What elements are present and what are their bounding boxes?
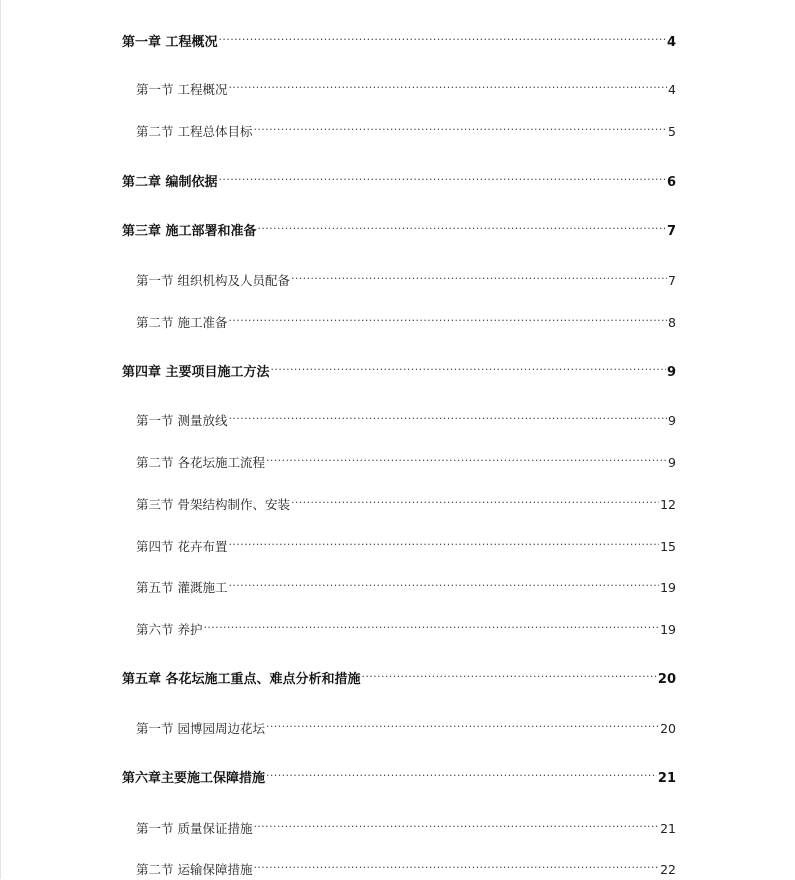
toc-chapter-2[interactable] <box>122 166 676 190</box>
toc-page-number: 19 <box>660 580 676 595</box>
toc-entry-title: 第一节 测量放线 <box>136 413 228 428</box>
toc-entry-title: 第二节 运输保障措施 <box>136 862 253 877</box>
toc-section-1-2[interactable] <box>136 116 676 139</box>
toc-page-number: 9 <box>668 455 676 470</box>
dot-leader <box>228 572 659 592</box>
toc-entry-title: 第二节 各花坛施工流程 <box>136 455 265 470</box>
toc-page-number: 6 <box>666 175 676 190</box>
dot-leader <box>253 116 667 136</box>
toc-page-number: 21 <box>660 821 676 836</box>
toc-page-number: 8 <box>668 315 676 330</box>
dot-leader <box>253 813 659 833</box>
toc-page-number: 15 <box>660 539 676 554</box>
toc-entry-title: 第四节 花卉布置 <box>136 539 228 554</box>
dot-leader <box>291 489 659 509</box>
toc-page-number: 20 <box>657 672 676 687</box>
toc-section-3-2[interactable] <box>136 307 676 330</box>
toc-page-number: 20 <box>660 721 676 736</box>
toc-chapter-5[interactable] <box>122 663 676 687</box>
toc-entry-title: 第一章 工程概况 <box>122 35 218 50</box>
dot-leader <box>228 307 667 327</box>
dot-leader <box>362 663 657 683</box>
toc-section-6-1[interactable] <box>136 813 676 836</box>
toc-page-number: 4 <box>668 82 676 97</box>
toc-page-number: 9 <box>666 365 676 380</box>
toc-entry-title: 第五章 各花坛施工重点、难点分析和措施 <box>122 672 361 687</box>
toc-page-number: 19 <box>660 622 676 637</box>
toc-entry-title: 第一节 工程概况 <box>136 82 228 97</box>
toc-entry-title: 第一节 质量保证措施 <box>136 821 253 836</box>
dot-leader <box>266 447 667 467</box>
toc-entry-title: 第五节 灌溉施工 <box>136 580 228 595</box>
toc-section-6-2[interactable] <box>136 854 676 877</box>
dot-leader <box>258 215 666 235</box>
dot-leader <box>291 265 667 285</box>
dot-leader <box>228 405 667 425</box>
dot-leader <box>266 762 657 782</box>
dot-leader <box>271 356 666 376</box>
toc-section-4-1[interactable] <box>136 405 676 428</box>
toc-entry-title: 第二章 编制依据 <box>122 175 218 190</box>
toc-section-1-1[interactable] <box>136 74 676 97</box>
page-edge-divider <box>0 0 1 879</box>
toc-page-number: 7 <box>668 273 676 288</box>
toc-chapter-3[interactable] <box>122 215 676 239</box>
dot-leader <box>253 854 659 874</box>
toc-entry-title: 第六章主要施工保障措施 <box>122 771 266 786</box>
toc-entry-title: 第一节 组织机构及人员配备 <box>136 273 290 288</box>
toc-page-number: 22 <box>660 862 676 877</box>
toc-section-3-1[interactable] <box>136 265 676 288</box>
toc-section-4-6[interactable] <box>136 614 676 637</box>
toc-entry-title: 第六节 养护 <box>136 622 203 637</box>
toc-section-4-5[interactable] <box>136 572 676 595</box>
toc-section-4-4[interactable] <box>136 531 676 554</box>
toc-page-number: 7 <box>666 224 676 239</box>
toc-page-number: 9 <box>668 413 676 428</box>
toc-entry-title: 第三节 骨架结构制作、安装 <box>136 497 290 512</box>
toc-entry-title: 第四章 主要项目施工方法 <box>122 365 270 380</box>
toc-section-5-1[interactable] <box>136 713 676 736</box>
dot-leader <box>203 614 659 634</box>
dot-leader <box>266 713 659 733</box>
toc-entry-title: 第二节 工程总体目标 <box>136 124 253 139</box>
toc-chapter-6[interactable] <box>122 762 676 786</box>
toc-section-4-3[interactable] <box>136 489 676 512</box>
toc-chapter-4[interactable] <box>122 356 676 380</box>
toc-entry-title: 第一节 园博园周边花坛 <box>136 721 265 736</box>
toc-section-4-2[interactable] <box>136 447 676 470</box>
dot-leader <box>219 26 666 46</box>
toc-entry-title: 第三章 施工部署和准备 <box>122 224 257 239</box>
toc-page-number: 12 <box>660 497 676 512</box>
dot-leader <box>228 531 659 551</box>
toc-page-number: 21 <box>657 771 676 786</box>
toc-page-number: 4 <box>666 35 676 50</box>
toc-chapter-1[interactable] <box>122 26 676 50</box>
toc-entry-title: 第二节 施工准备 <box>136 315 228 330</box>
toc-page-number: 5 <box>668 124 676 139</box>
dot-leader <box>219 166 666 186</box>
dot-leader <box>228 74 667 94</box>
